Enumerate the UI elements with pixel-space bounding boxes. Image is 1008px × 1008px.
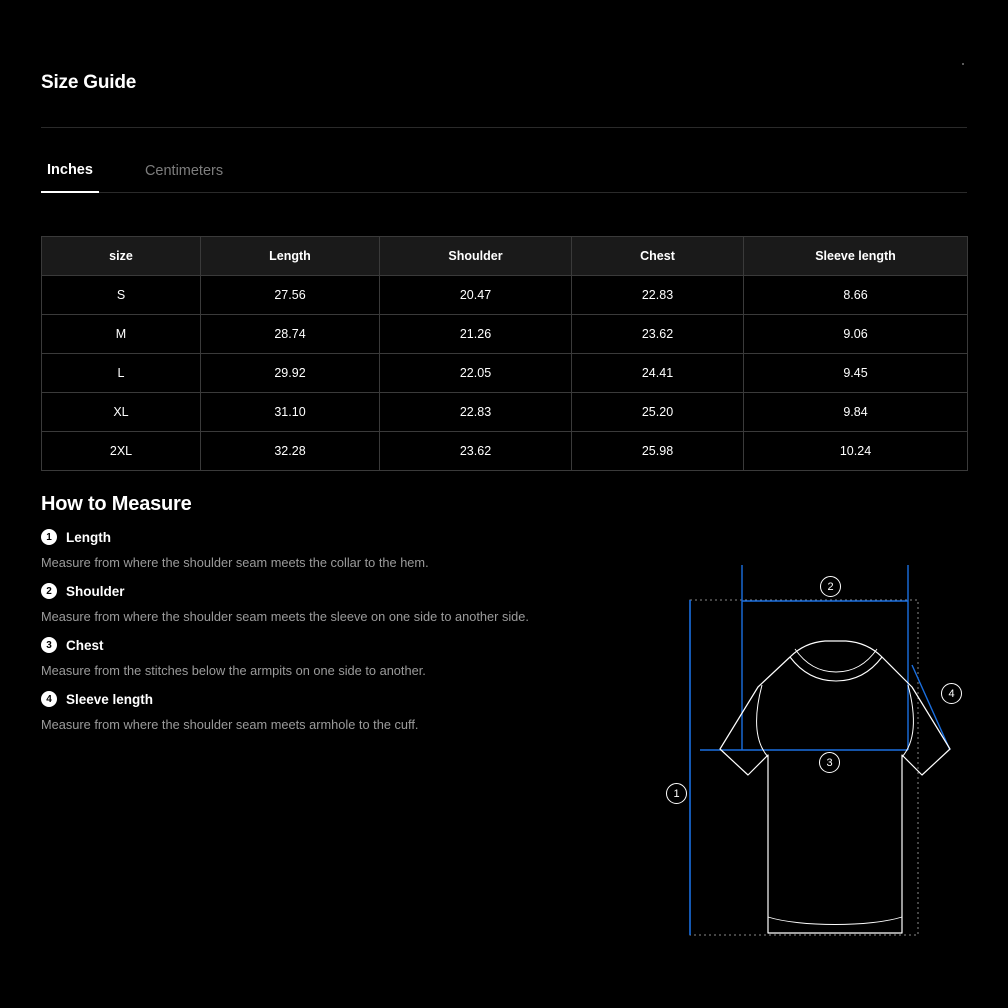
cell-length: 31.10 (201, 393, 380, 432)
hem-line (768, 917, 902, 925)
column-header-length: Length (201, 237, 380, 276)
tab-centimeters[interactable]: Centimeters (139, 161, 229, 192)
left-sleeve-seam (757, 685, 768, 757)
corner-dot (962, 63, 964, 65)
cell-chest: 25.98 (572, 432, 744, 471)
cell-chest: 25.20 (572, 393, 744, 432)
tshirt-diagram-svg (650, 565, 980, 955)
cell-sleeve-length: 9.06 (744, 315, 968, 354)
table-row (42, 354, 968, 393)
cell-size: 2XL (42, 432, 201, 471)
table-row (42, 315, 968, 354)
how-to-measure-title: How to Measure (41, 493, 192, 515)
measure-head (41, 529, 967, 545)
table-row (42, 393, 968, 432)
bounding-box-dotted (690, 600, 918, 935)
cell-shoulder: 21.26 (380, 315, 572, 354)
column-header-shoulder: Shoulder (380, 237, 572, 276)
number-badge-icon: 2 (41, 583, 57, 599)
tshirt-measurement-diagram (650, 565, 980, 955)
cell-shoulder: 22.05 (380, 354, 572, 393)
callout-badge-4: 4 (941, 683, 962, 704)
measure-description: Measure from where the shoulder seam meets the sleeve on one side to another side. (41, 609, 529, 624)
callout-badge-3: 3 (819, 752, 840, 773)
size-table (41, 236, 968, 471)
cell-sleeve-length: 8.66 (744, 276, 968, 315)
collar-inner-line (795, 649, 877, 672)
measure-label: Shoulder (66, 583, 125, 599)
measure-label: Sleeve length (66, 691, 154, 707)
tab-inches[interactable]: Inches (41, 161, 99, 193)
measure-label: Chest (66, 637, 104, 653)
cell-size: XL (42, 393, 201, 432)
measure-description: Measure from where the shoulder seam meets armhole to the cuff. (41, 717, 419, 732)
cell-chest: 22.83 (572, 276, 744, 315)
table-row (42, 276, 968, 315)
measure-description: Measure from where the shoulder seam meets the collar to the hem. (41, 555, 429, 570)
callout-badge-2: 2 (820, 576, 841, 597)
cell-length: 27.56 (201, 276, 380, 315)
cell-chest: 24.41 (572, 354, 744, 393)
number-badge-icon: 4 (41, 691, 57, 707)
cell-size: M (42, 315, 201, 354)
measure-item-length (41, 529, 967, 570)
measure-description: Measure from the stitches below the armpits on one side to another. (41, 663, 426, 678)
cell-length: 32.28 (201, 432, 380, 471)
table-header-row (42, 237, 968, 276)
collar-outline (790, 657, 882, 681)
column-header-size: size (42, 237, 201, 276)
measure-label: Length (66, 529, 111, 545)
table-row (42, 432, 968, 471)
cell-length: 28.74 (201, 315, 380, 354)
cell-size: L (42, 354, 201, 393)
cell-sleeve-length: 9.84 (744, 393, 968, 432)
number-badge-icon: 3 (41, 637, 57, 653)
column-header-sleeve-length: Sleeve length (744, 237, 968, 276)
cell-shoulder: 22.83 (380, 393, 572, 432)
number-badge-icon: 1 (41, 529, 57, 545)
column-header-chest: Chest (572, 237, 744, 276)
cell-shoulder: 20.47 (380, 276, 572, 315)
title-divider (41, 127, 967, 128)
cell-sleeve-length: 10.24 (744, 432, 968, 471)
unit-tabs (41, 161, 967, 193)
page-title: Size Guide (41, 72, 137, 93)
callout-badge-1: 1 (666, 783, 687, 804)
tshirt-outline (720, 641, 950, 933)
cell-chest: 23.62 (572, 315, 744, 354)
cell-size: S (42, 276, 201, 315)
cell-length: 29.92 (201, 354, 380, 393)
cell-shoulder: 23.62 (380, 432, 572, 471)
cell-sleeve-length: 9.45 (744, 354, 968, 393)
